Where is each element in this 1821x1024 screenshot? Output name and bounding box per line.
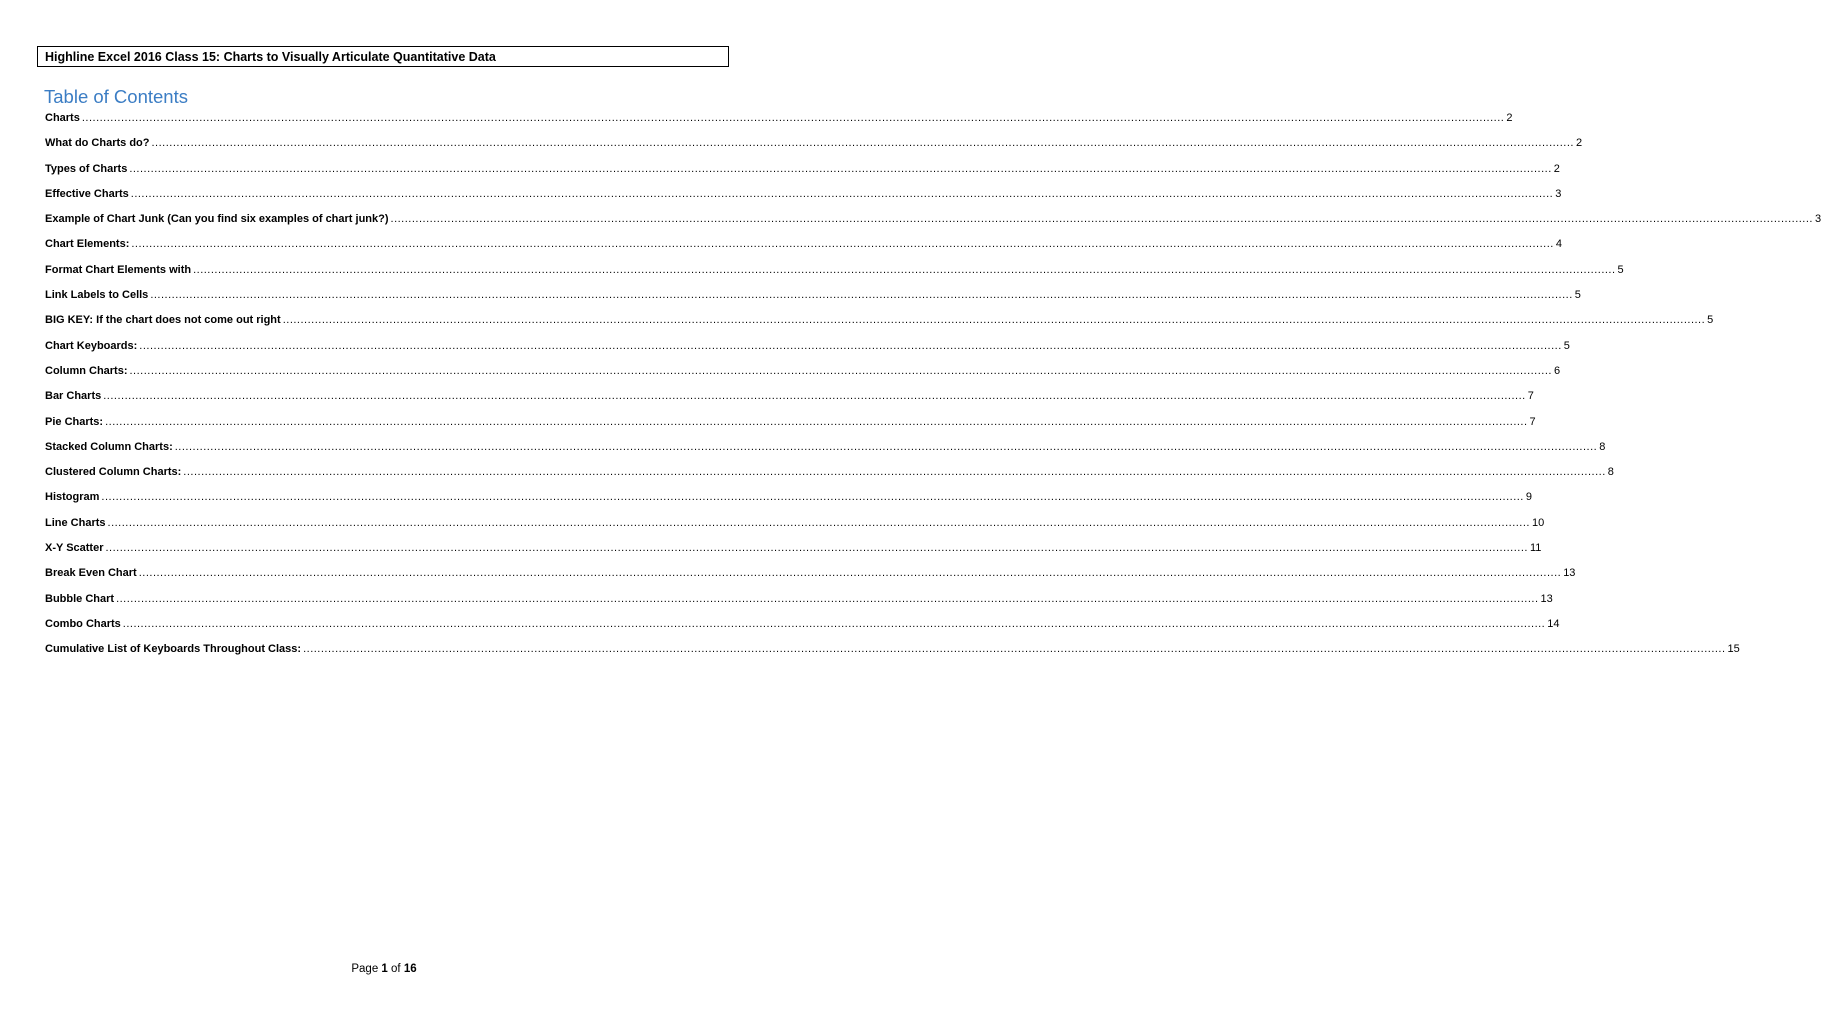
toc-entry-title[interactable]: Combo Charts bbox=[45, 617, 121, 630]
toc-entry[interactable] bbox=[45, 390, 1534, 415]
toc-entry[interactable] bbox=[45, 187, 1562, 213]
toc-dot-leader: ................................................................................................................................................................................................................................................................................................................................................................................................................ bbox=[183, 466, 1606, 479]
toc-entry-title[interactable]: Example of Chart Junk (Can you find six examples of chart junk?) bbox=[45, 213, 389, 226]
toc-dot-leader: ................................................................................................................................................................................................................................................................................................................................................................................................................ bbox=[122, 617, 1546, 630]
toc-entry-title[interactable]: Line Charts bbox=[45, 516, 106, 529]
toc-entry-page-number[interactable]: 3 bbox=[1814, 213, 1821, 226]
toc-entry-title[interactable]: Break Even Chart bbox=[45, 567, 137, 580]
toc-entry-page-number[interactable]: 13 bbox=[1563, 567, 1576, 580]
toc-dot-leader: ................................................................................................................................................................................................................................................................................................................................................................................................................ bbox=[105, 542, 1528, 555]
page-footer bbox=[0, 961, 768, 977]
toc-heading: Table of Contents bbox=[44, 86, 188, 107]
toc-entry-title[interactable]: Charts bbox=[45, 112, 80, 124]
toc-entry[interactable] bbox=[45, 415, 1536, 441]
toc-entry[interactable] bbox=[45, 567, 1576, 592]
toc-dot-leader: ................................................................................................................................................................................................................................................................................................................................................................................................................ bbox=[107, 516, 1530, 529]
toc-dot-leader: ................................................................................................................................................................................................................................................................................................................................................................................................................ bbox=[282, 314, 1706, 327]
toc-entry-page-number[interactable]: 8 bbox=[1599, 440, 1606, 453]
toc-entry[interactable] bbox=[45, 339, 1570, 365]
toc-entry-page-number[interactable]: 13 bbox=[1540, 592, 1553, 605]
toc-entry-title[interactable]: What do Charts do? bbox=[45, 137, 150, 150]
footer-page-word: Page bbox=[351, 963, 379, 975]
toc-entry-page-number[interactable]: 14 bbox=[1547, 617, 1560, 630]
toc-dot-leader: ................................................................................................................................................................................................................................................................................................................................................................................................................ bbox=[138, 567, 1562, 580]
toc-entry-page-number[interactable]: 7 bbox=[1529, 415, 1536, 428]
toc-entry-page-number[interactable]: 11 bbox=[1529, 542, 1542, 555]
toc-entry-title[interactable]: Column Charts: bbox=[45, 364, 128, 377]
document-title: Highline Excel 2016 Class 15: Charts to Visually Articulate Quantitative Data bbox=[45, 50, 496, 64]
toc-list bbox=[45, 112, 1821, 669]
toc-entry-title[interactable]: Clustered Column Charts: bbox=[45, 466, 182, 479]
toc-entry[interactable] bbox=[45, 592, 1553, 618]
toc-entry[interactable] bbox=[45, 617, 1560, 643]
toc-dot-leader: ................................................................................................................................................................................................................................................................................................................................................................................................................ bbox=[131, 238, 1554, 251]
toc-entry[interactable] bbox=[45, 516, 1545, 542]
toc-dot-leader: ................................................................................................................................................................................................................................................................................................................................................................................................................ bbox=[81, 112, 1505, 124]
toc-entry[interactable] bbox=[45, 112, 1513, 137]
toc-entry-page-number[interactable]: 7 bbox=[1527, 390, 1534, 403]
toc-entry-title[interactable]: Bar Charts bbox=[45, 390, 102, 403]
toc-entry-page-number[interactable]: 2 bbox=[1553, 162, 1560, 175]
toc-entry-page-number[interactable]: 8 bbox=[1607, 466, 1614, 479]
toc-dot-leader: ................................................................................................................................................................................................................................................................................................................................................................................................................ bbox=[129, 162, 1552, 175]
toc-entry-page-number[interactable]: 5 bbox=[1617, 263, 1624, 276]
toc-entry[interactable] bbox=[45, 542, 1542, 567]
toc-entry-title[interactable]: Types of Charts bbox=[45, 162, 128, 175]
toc-entry[interactable] bbox=[45, 213, 1821, 238]
toc-entry[interactable] bbox=[45, 263, 1624, 289]
toc-entry[interactable] bbox=[45, 162, 1560, 188]
toc-entry[interactable] bbox=[45, 238, 1562, 263]
toc-entry[interactable] bbox=[45, 364, 1561, 390]
toc-entry[interactable] bbox=[45, 440, 1606, 466]
toc-dot-leader: ................................................................................................................................................................................................................................................................................................................................................................................................................ bbox=[390, 213, 1813, 226]
toc-entry[interactable] bbox=[45, 314, 1714, 339]
toc-entry-page-number[interactable]: 4 bbox=[1555, 238, 1562, 251]
toc-entry-title[interactable]: X-Y Scatter bbox=[45, 542, 104, 555]
toc-entry-page-number[interactable]: 5 bbox=[1563, 339, 1570, 352]
toc-dot-leader: ................................................................................................................................................................................................................................................................................................................................................................................................................ bbox=[130, 187, 1554, 200]
toc-entry-title[interactable]: Histogram bbox=[45, 491, 100, 504]
toc-entry-title[interactable]: Stacked Column Charts: bbox=[45, 440, 173, 453]
toc-dot-leader: ................................................................................................................................................................................................................................................................................................................................................................................................................ bbox=[101, 491, 1524, 504]
toc-dot-leader: ................................................................................................................................................................................................................................................................................................................................................................................................................ bbox=[105, 415, 1528, 428]
toc-dot-leader: ................................................................................................................................................................................................................................................................................................................................................................................................................ bbox=[139, 339, 1562, 352]
toc-dot-leader: ................................................................................................................................................................................................................................................................................................................................................................................................................ bbox=[150, 289, 1573, 302]
toc-entry-page-number[interactable]: 9 bbox=[1525, 491, 1532, 504]
toc-entry-title[interactable]: Link Labels to Cells bbox=[45, 289, 149, 302]
toc-entry-title[interactable]: BIG KEY: If the chart does not come out right bbox=[45, 314, 281, 327]
toc-entry[interactable] bbox=[45, 491, 1532, 516]
toc-entry-page-number[interactable]: 6 bbox=[1553, 364, 1561, 377]
document-header bbox=[37, 46, 729, 67]
toc-dot-leader: ................................................................................................................................................................................................................................................................................................................................................................................................................ bbox=[129, 364, 1552, 377]
toc-entry[interactable] bbox=[45, 137, 1583, 162]
toc-entry-page-number[interactable]: 15 bbox=[1727, 643, 1740, 656]
toc-entry-page-number[interactable]: 2 bbox=[1575, 137, 1583, 150]
toc-entry-title[interactable]: Chart Elements: bbox=[45, 238, 130, 251]
toc-dot-leader: ................................................................................................................................................................................................................................................................................................................................................................................................................ bbox=[174, 440, 1598, 453]
footer-of-word: of bbox=[391, 963, 401, 975]
toc-entry-title[interactable]: Effective Charts bbox=[45, 187, 129, 200]
footer-current-page: 1 bbox=[381, 963, 388, 975]
toc-dot-leader: ................................................................................................................................................................................................................................................................................................................................................................................................................ bbox=[151, 137, 1574, 150]
toc-dot-leader: ................................................................................................................................................................................................................................................................................................................................................................................................................ bbox=[116, 592, 1539, 605]
toc-entry-title[interactable]: Format Chart Elements with bbox=[45, 263, 192, 276]
toc-entry-title[interactable]: Chart Keyboards: bbox=[45, 339, 138, 352]
toc-entry[interactable] bbox=[45, 643, 1740, 668]
toc-dot-leader: ................................................................................................................................................................................................................................................................................................................................................................................................................ bbox=[193, 263, 1616, 276]
toc-entry-page-number[interactable]: 5 bbox=[1574, 289, 1581, 302]
toc-dot-leader: ................................................................................................................................................................................................................................................................................................................................................................................................................ bbox=[103, 390, 1526, 403]
toc-entry-page-number[interactable]: 2 bbox=[1506, 112, 1513, 124]
toc-entry-page-number[interactable]: 3 bbox=[1555, 187, 1562, 200]
toc-entry[interactable] bbox=[45, 466, 1614, 491]
toc-dot-leader: ................................................................................................................................................................................................................................................................................................................................................................................................................ bbox=[303, 643, 1726, 656]
toc-entry[interactable] bbox=[45, 289, 1581, 314]
toc-entry-title[interactable]: Bubble Chart bbox=[45, 592, 115, 605]
toc-entry-page-number[interactable]: 10 bbox=[1531, 516, 1545, 529]
toc-entry-title[interactable]: Cumulative List of Keyboards Throughout Class: bbox=[45, 643, 302, 656]
toc-entry-title[interactable]: Pie Charts: bbox=[45, 415, 104, 428]
footer-total-pages: 16 bbox=[403, 963, 417, 975]
toc-entry-page-number[interactable]: 5 bbox=[1707, 314, 1714, 327]
